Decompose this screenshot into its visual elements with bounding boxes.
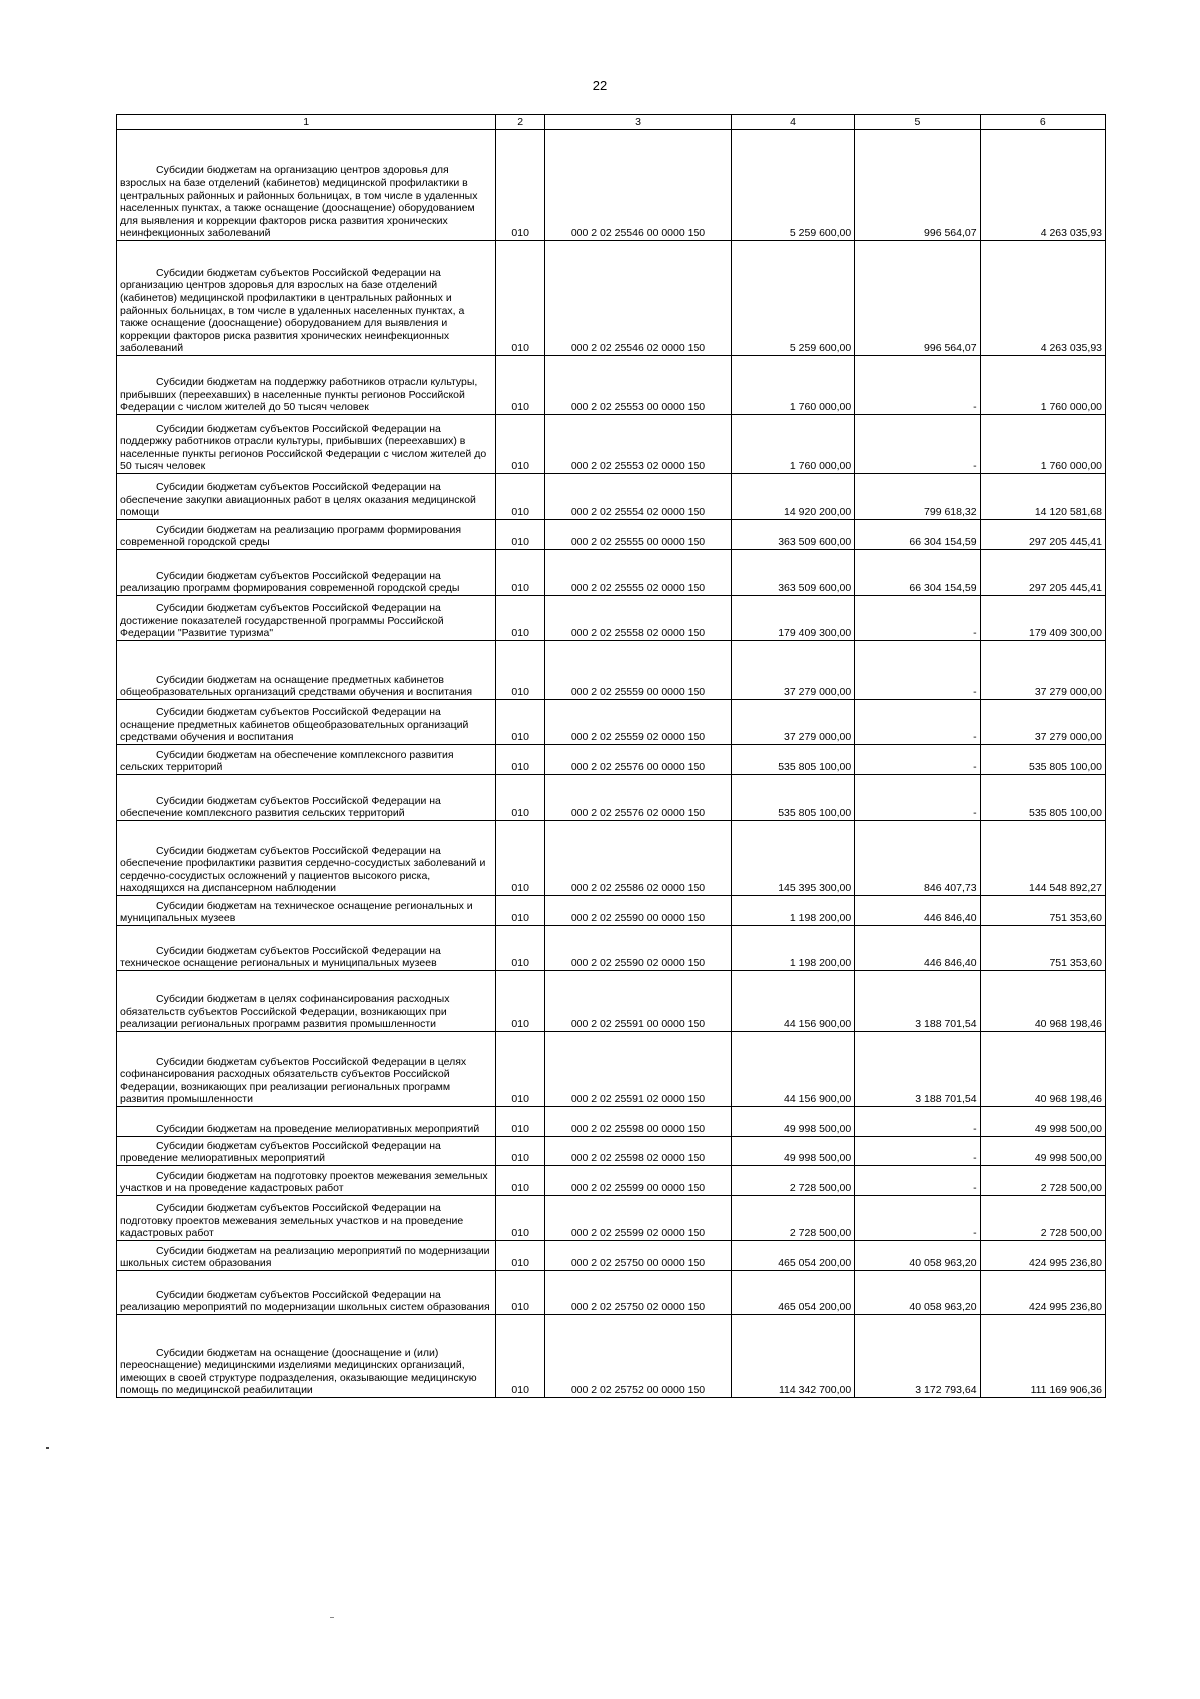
scan-mark	[46, 1447, 49, 1449]
row-code-cell: 010	[496, 971, 545, 1032]
row-remaining-amount-cell: 37 279 000,00	[980, 641, 1105, 700]
row-approved-amount-cell: 2 728 500,00	[731, 1166, 854, 1196]
report-table-body	[117, 130, 1106, 1398]
row-code-cell: 010	[496, 1032, 545, 1107]
row-kbk-cell: 000 2 02 25590 00 0000 150	[545, 896, 732, 926]
row-executed-amount-cell: -	[855, 1137, 980, 1166]
row-executed-amount-cell: -	[855, 596, 980, 641]
table-row	[117, 1032, 1106, 1107]
table-row	[117, 1315, 1106, 1398]
row-name-cell: Субсидии бюджетам на оснащение предметных кабинетов общеобразовательных организаций средствами обучения и воспитания	[117, 641, 496, 700]
row-name-cell: Субсидии бюджетам субъектов Российской Федерации на проведение мелиоративных мероприятий	[117, 1137, 496, 1166]
row-approved-amount-cell: 1 198 200,00	[731, 896, 854, 926]
row-kbk-cell: 000 2 02 25750 00 0000 150	[545, 1241, 732, 1271]
row-code-cell: 010	[496, 1107, 545, 1137]
row-approved-amount-cell: 363 509 600,00	[731, 550, 854, 596]
table-row	[117, 550, 1106, 596]
row-kbk-cell: 000 2 02 25752 00 0000 150	[545, 1315, 732, 1398]
row-code-cell: 010	[496, 700, 545, 745]
row-kbk-cell: 000 2 02 25546 02 0000 150	[545, 241, 732, 356]
row-name-cell: Субсидии бюджетам на реализацию мероприятий по модернизации школьных систем образования	[117, 1241, 496, 1271]
row-remaining-amount-cell: 37 279 000,00	[980, 700, 1105, 745]
column-header-1: 1	[117, 115, 496, 130]
row-approved-amount-cell: 363 509 600,00	[731, 520, 854, 550]
row-code-cell: 010	[496, 1315, 545, 1398]
row-kbk-cell: 000 2 02 25558 02 0000 150	[545, 596, 732, 641]
row-code-cell: 010	[496, 1271, 545, 1315]
table-row	[117, 1166, 1106, 1196]
row-remaining-amount-cell: 40 968 198,46	[980, 1032, 1105, 1107]
row-executed-amount-cell: 996 564,07	[855, 241, 980, 356]
row-executed-amount-cell: -	[855, 1107, 980, 1137]
row-code-cell: 010	[496, 415, 545, 474]
row-name-cell: Субсидии бюджетам на подготовку проектов межевания земельных участков и на проведение кадастровых работ	[117, 1166, 496, 1196]
table-row	[117, 130, 1106, 241]
row-kbk-cell: 000 2 02 25599 00 0000 150	[545, 1166, 732, 1196]
row-remaining-amount-cell: 1 760 000,00	[980, 356, 1105, 415]
row-name-cell: Субсидии бюджетам субъектов Российской Федерации на достижение показателей государственной программы Российской Федерации "Развитие туризма"	[117, 596, 496, 641]
row-executed-amount-cell: 40 058 963,20	[855, 1241, 980, 1271]
row-approved-amount-cell: 14 920 200,00	[731, 474, 854, 520]
row-name-cell: Субсидии бюджетам на оснащение (дооснащение и (или) переоснащение) медицинскими изделиями медицинских организаций, имеющих в своей структуре подразделения, оказывающие медицинскую помощь по медицинской реабилитации	[117, 1315, 496, 1398]
column-header-3: 3	[545, 115, 732, 130]
row-executed-amount-cell: -	[855, 1166, 980, 1196]
row-executed-amount-cell: -	[855, 775, 980, 821]
row-remaining-amount-cell: 144 548 892,27	[980, 821, 1105, 896]
row-executed-amount-cell: 3 172 793,64	[855, 1315, 980, 1398]
row-remaining-amount-cell: 40 968 198,46	[980, 971, 1105, 1032]
row-name-cell: Субсидии бюджетам на поддержку работников отрасли культуры, прибывших (переехавших) в населенные пункты регионов Российской Федерации с числом жителей до 50 тысяч человек	[117, 356, 496, 415]
table-row	[117, 596, 1106, 641]
table-row	[117, 971, 1106, 1032]
row-code-cell: 010	[496, 596, 545, 641]
row-kbk-cell: 000 2 02 25555 00 0000 150	[545, 520, 732, 550]
row-approved-amount-cell: 535 805 100,00	[731, 745, 854, 775]
row-code-cell: 010	[496, 1166, 545, 1196]
row-approved-amount-cell: 49 998 500,00	[731, 1107, 854, 1137]
row-name-cell: Субсидии бюджетам на проведение мелиоративных мероприятий	[117, 1107, 496, 1137]
row-kbk-cell: 000 2 02 25590 02 0000 150	[545, 926, 732, 971]
row-name-cell: Субсидии бюджетам субъектов Российской Федерации на оснащение предметных кабинетов общеобразовательных организаций средствами обучения и воспитания	[117, 700, 496, 745]
table-row	[117, 241, 1106, 356]
table-row	[117, 775, 1106, 821]
row-remaining-amount-cell: 751 353,60	[980, 896, 1105, 926]
row-executed-amount-cell: 3 188 701,54	[855, 971, 980, 1032]
row-name-cell: Субсидии бюджетам субъектов Российской Федерации на техническое оснащение региональных и муниципальных музеев	[117, 926, 496, 971]
row-approved-amount-cell: 2 728 500,00	[731, 1196, 854, 1241]
row-kbk-cell: 000 2 02 25598 00 0000 150	[545, 1107, 732, 1137]
row-remaining-amount-cell: 751 353,60	[980, 926, 1105, 971]
row-approved-amount-cell: 44 156 900,00	[731, 1032, 854, 1107]
row-executed-amount-cell: -	[855, 745, 980, 775]
row-executed-amount-cell: 66 304 154,59	[855, 520, 980, 550]
row-approved-amount-cell: 465 054 200,00	[731, 1241, 854, 1271]
row-name-cell: Субсидии бюджетам в целях софинансирования расходных обязательств субъектов Российской Федерации, возникающих при реализации региональных программ развития промышленности	[117, 971, 496, 1032]
row-approved-amount-cell: 5 259 600,00	[731, 241, 854, 356]
row-remaining-amount-cell: 2 728 500,00	[980, 1196, 1105, 1241]
row-approved-amount-cell: 114 342 700,00	[731, 1315, 854, 1398]
row-kbk-cell: 000 2 02 25576 02 0000 150	[545, 775, 732, 821]
row-approved-amount-cell: 1 760 000,00	[731, 356, 854, 415]
row-name-cell: Субсидии бюджетам на обеспечение комплексного развития сельских территорий	[117, 745, 496, 775]
row-remaining-amount-cell: 535 805 100,00	[980, 775, 1105, 821]
row-name-cell: Субсидии бюджетам на организацию центров здоровья для взрослых на базе отделений (кабинетов) медицинской профилактики в центральных районных и районных больницах, в том числе в удаленных населенных пунктах, а также оснащение (дооснащение) оборудованием для выявления и коррекции факторов риска развития хронических неинфекционных заболеваний	[117, 130, 496, 241]
row-name-cell: Субсидии бюджетам субъектов Российской Федерации на реализацию программ формирования современной городской среды	[117, 550, 496, 596]
table-row	[117, 356, 1106, 415]
row-remaining-amount-cell: 535 805 100,00	[980, 745, 1105, 775]
row-kbk-cell: 000 2 02 25553 02 0000 150	[545, 415, 732, 474]
row-code-cell: 010	[496, 896, 545, 926]
row-name-cell: Субсидии бюджетам субъектов Российской Федерации в целях софинансирования расходных обязательств субъектов Российской Федерации, возникающих при реализации региональных программ развития промышленности	[117, 1032, 496, 1107]
row-code-cell: 010	[496, 926, 545, 971]
row-kbk-cell: 000 2 02 25586 02 0000 150	[545, 821, 732, 896]
row-executed-amount-cell: -	[855, 415, 980, 474]
table-row	[117, 520, 1106, 550]
column-header-2: 2	[496, 115, 545, 130]
row-remaining-amount-cell: 1 760 000,00	[980, 415, 1105, 474]
row-code-cell: 010	[496, 821, 545, 896]
row-code-cell: 010	[496, 745, 545, 775]
report-table	[116, 114, 1106, 1398]
row-approved-amount-cell: 1 198 200,00	[731, 926, 854, 971]
row-kbk-cell: 000 2 02 25559 00 0000 150	[545, 641, 732, 700]
row-code-cell: 010	[496, 130, 545, 241]
row-code-cell: 010	[496, 520, 545, 550]
table-row	[117, 415, 1106, 474]
row-name-cell: Субсидии бюджетам субъектов Российской Федерации на реализацию мероприятий по модернизации школьных систем образования	[117, 1271, 496, 1315]
row-executed-amount-cell: 799 618,32	[855, 474, 980, 520]
row-approved-amount-cell: 535 805 100,00	[731, 775, 854, 821]
column-header-6: 6	[980, 115, 1105, 130]
row-kbk-cell: 000 2 02 25555 02 0000 150	[545, 550, 732, 596]
row-executed-amount-cell: 446 846,40	[855, 896, 980, 926]
row-approved-amount-cell: 44 156 900,00	[731, 971, 854, 1032]
column-header-5: 5	[855, 115, 980, 130]
row-name-cell: Субсидии бюджетам субъектов Российской Федерации на организацию центров здоровья для взрослых на базе отделений (кабинетов) медицинской профилактики в центральных районных и районных больницах, в том числе в удаленных населенных пунктах, а также оснащение (дооснащение) оборудованием для выявления и коррекции факторов риска развития хронических неинфекционных заболеваний	[117, 241, 496, 356]
row-approved-amount-cell: 465 054 200,00	[731, 1271, 854, 1315]
row-name-cell: Субсидии бюджетам на техническое оснащение региональных и муниципальных музеев	[117, 896, 496, 926]
row-kbk-cell: 000 2 02 25750 02 0000 150	[545, 1271, 732, 1315]
row-executed-amount-cell: 996 564,07	[855, 130, 980, 241]
row-executed-amount-cell: 66 304 154,59	[855, 550, 980, 596]
row-executed-amount-cell: -	[855, 641, 980, 700]
row-kbk-cell: 000 2 02 25554 02 0000 150	[545, 474, 732, 520]
row-name-cell: Субсидии бюджетам на реализацию программ формирования современной городской среды	[117, 520, 496, 550]
row-remaining-amount-cell: 4 263 035,93	[980, 130, 1105, 241]
table-row	[117, 1196, 1106, 1241]
row-executed-amount-cell: 40 058 963,20	[855, 1271, 980, 1315]
row-executed-amount-cell: 446 846,40	[855, 926, 980, 971]
row-executed-amount-cell: 3 188 701,54	[855, 1032, 980, 1107]
table-row	[117, 641, 1106, 700]
row-remaining-amount-cell: 111 169 906,36	[980, 1315, 1105, 1398]
row-approved-amount-cell: 1 760 000,00	[731, 415, 854, 474]
row-name-cell: Субсидии бюджетам субъектов Российской Федерации на обеспечение закупки авиационных работ в целях оказания медицинской помощи	[117, 474, 496, 520]
row-code-cell: 010	[496, 1137, 545, 1166]
row-approved-amount-cell: 49 998 500,00	[731, 1137, 854, 1166]
row-name-cell: Субсидии бюджетам субъектов Российской Федерации на поддержку работников отрасли культуры, прибывших (переехавших) в населенные пункты регионов Российской Федерации с числом жителей до 50 тысяч человек	[117, 415, 496, 474]
row-approved-amount-cell: 5 259 600,00	[731, 130, 854, 241]
row-approved-amount-cell: 37 279 000,00	[731, 641, 854, 700]
column-number-header-row	[117, 115, 1106, 130]
row-code-cell: 010	[496, 1241, 545, 1271]
row-code-cell: 010	[496, 775, 545, 821]
row-remaining-amount-cell: 424 995 236,80	[980, 1271, 1105, 1315]
row-remaining-amount-cell: 49 998 500,00	[980, 1137, 1105, 1166]
row-remaining-amount-cell: 179 409 300,00	[980, 596, 1105, 641]
table-row	[117, 1241, 1106, 1271]
table-row	[117, 1107, 1106, 1137]
row-kbk-cell: 000 2 02 25598 02 0000 150	[545, 1137, 732, 1166]
row-kbk-cell: 000 2 02 25576 00 0000 150	[545, 745, 732, 775]
row-code-cell: 010	[496, 241, 545, 356]
row-code-cell: 010	[496, 550, 545, 596]
row-name-cell: Субсидии бюджетам субъектов Российской Федерации на подготовку проектов межевания земельных участков и на проведение кадастровых работ	[117, 1196, 496, 1241]
table-row	[117, 745, 1106, 775]
table-row	[117, 1271, 1106, 1315]
row-kbk-cell: 000 2 02 25591 02 0000 150	[545, 1032, 732, 1107]
row-executed-amount-cell: -	[855, 1196, 980, 1241]
row-remaining-amount-cell: 14 120 581,68	[980, 474, 1105, 520]
table-row	[117, 1137, 1106, 1166]
table-row	[117, 896, 1106, 926]
row-code-cell: 010	[496, 641, 545, 700]
row-approved-amount-cell: 37 279 000,00	[731, 700, 854, 745]
column-header-4: 4	[731, 115, 854, 130]
row-remaining-amount-cell: 4 263 035,93	[980, 241, 1105, 356]
row-remaining-amount-cell: 424 995 236,80	[980, 1241, 1105, 1271]
table-row	[117, 474, 1106, 520]
table-row	[117, 926, 1106, 971]
table-row	[117, 821, 1106, 896]
row-remaining-amount-cell: 49 998 500,00	[980, 1107, 1105, 1137]
row-kbk-cell: 000 2 02 25591 00 0000 150	[545, 971, 732, 1032]
page-number: 22	[592, 78, 608, 93]
row-kbk-cell: 000 2 02 25599 02 0000 150	[545, 1196, 732, 1241]
row-executed-amount-cell: -	[855, 700, 980, 745]
row-code-cell: 010	[496, 356, 545, 415]
row-kbk-cell: 000 2 02 25553 00 0000 150	[545, 356, 732, 415]
table-row	[117, 700, 1106, 745]
row-kbk-cell: 000 2 02 25546 00 0000 150	[545, 130, 732, 241]
row-approved-amount-cell: 179 409 300,00	[731, 596, 854, 641]
row-remaining-amount-cell: 2 728 500,00	[980, 1166, 1105, 1196]
row-code-cell: 010	[496, 474, 545, 520]
row-approved-amount-cell: 145 395 300,00	[731, 821, 854, 896]
row-executed-amount-cell: -	[855, 356, 980, 415]
row-executed-amount-cell: 846 407,73	[855, 821, 980, 896]
row-name-cell: Субсидии бюджетам субъектов Российской Федерации на обеспечение профилактики развития сердечно-сосудистых заболеваний и сердечно-сосудистых осложнений у пациентов высокого риска, находящихся на диспансерном наблюдении	[117, 821, 496, 896]
row-code-cell: 010	[496, 1196, 545, 1241]
row-name-cell: Субсидии бюджетам субъектов Российской Федерации на обеспечение комплексного развития сельских территорий	[117, 775, 496, 821]
scan-mark	[330, 1617, 334, 1618]
row-remaining-amount-cell: 297 205 445,41	[980, 520, 1105, 550]
row-kbk-cell: 000 2 02 25559 02 0000 150	[545, 700, 732, 745]
row-remaining-amount-cell: 297 205 445,41	[980, 550, 1105, 596]
